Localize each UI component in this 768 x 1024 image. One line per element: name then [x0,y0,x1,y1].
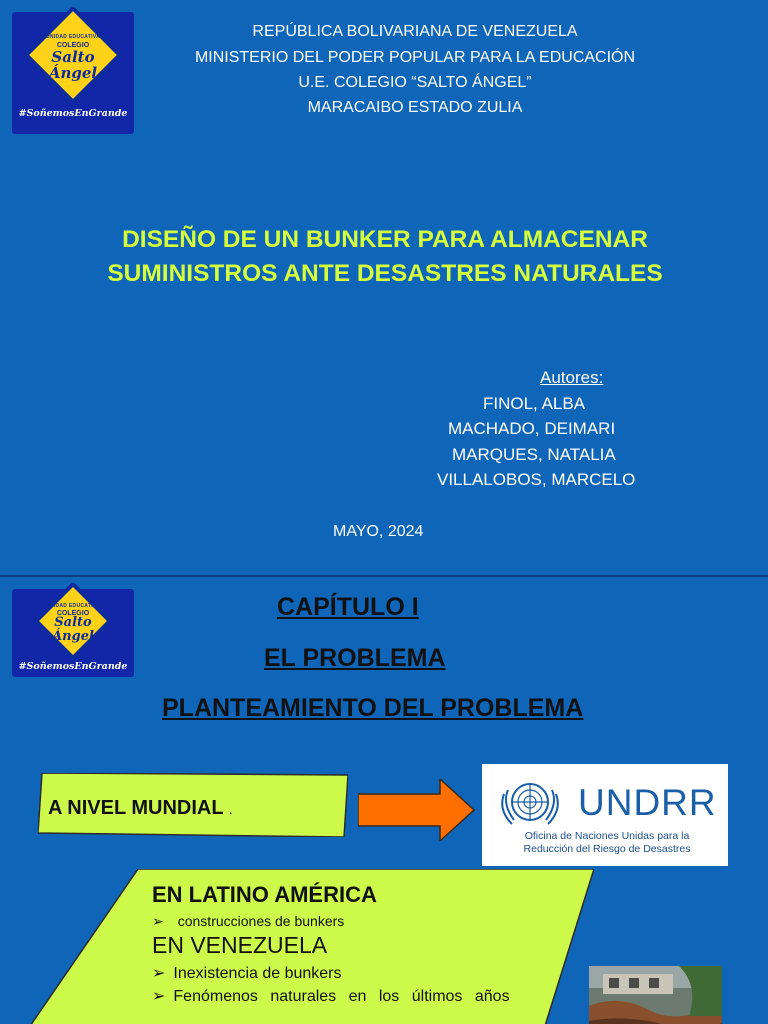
logo-text-line4: Ángel [52,629,94,644]
header-line-4: MARACAIBO ESTADO ZULIA [307,99,523,116]
author-2: MACHADO, DEIMARI [448,419,616,438]
mundial-dot: . [228,801,233,817]
logo-text-line3: Salto [54,615,92,630]
problem-slide [0,577,768,1024]
bullet-arrow-icon: ➢ [152,913,164,929]
undrr-subtitle [492,830,722,856]
latam-heading: EN LATINO AMÉRICA [152,882,377,907]
venezuela-heading: EN VENEZUELA [152,932,328,958]
undrr-logo [482,764,728,866]
mundial-label [48,797,233,820]
header-line-2: MINISTERIO DEL PODER POPULAR PARA LA EDUCACIÓN [194,49,636,66]
venezuela-bullet-1 [152,963,342,983]
bunker-photo [589,966,722,1024]
venezuela-bullet-1-text: Inexistencia de bunkers [173,965,342,982]
bullet-arrow-icon: ➢ [152,965,166,982]
mundial-label-text: A NIVEL MUNDIAL [48,797,224,819]
logo-text-line1: UNIDAD EDUCATIVA [45,603,101,609]
latam-bullet-1-text: construcciones de bunkers [177,913,345,929]
author-1: FINOL, ALBA [483,394,586,413]
undrr-subtitle-line2: Reducción del Riesgo de Desastres [523,843,691,855]
project-title-line-1: DISEÑO DE UN BUNKER PARA ALMACENAR [122,226,648,253]
section-heading: PLANTEAMIENTO DEL PROBLEMA [162,694,584,722]
problem-heading: EL PROBLEMA [264,644,446,672]
date: MAYO, 2024 [333,523,424,540]
school-logo [12,589,134,677]
bullet-arrow-icon: ➢ [152,988,166,1005]
latam-bullet-1 [152,913,344,930]
project-title-line-2: SUMINISTROS ANTE DESASTRES NATURALES [107,260,663,287]
un-emblem-icon [494,774,566,832]
header-line-1: REPÚBLICA BOLIVARIANA DE VENEZUELA [252,23,578,40]
logo-hashtag: #SoñemosEnGrande [18,661,128,672]
author-3: MARQUES, NATALIA [452,445,616,464]
logo-text-line1: UNIDAD EDUCATIVA [45,34,101,40]
venezuela-bullet-2 [152,987,516,1007]
bunker-photo-image [589,966,722,1024]
logo-text-line2: COLEGIO [56,42,90,49]
logo-hashtag: #SoñemosEnGrande [18,108,128,119]
arrow-right-icon [358,779,476,841]
venezuela-bullet-2-text: Fenómenos naturales en los últimos años [173,988,510,1005]
logo-text-line4: Ángel [48,64,98,82]
chapter-heading: CAPÍTULO I [277,593,419,621]
author-4: VILLALOBOS, MARCELO [437,470,636,489]
authors-label: Autores: [540,368,604,387]
undrr-abbr: UNDRR [578,782,717,823]
header-line-3: U.E. COLEGIO “SALTO ÁNGEL” [298,74,532,91]
logo-text-line3: Salto [51,48,95,66]
undrr-subtitle-line1: Oficina de Naciones Unidas para la [524,830,690,842]
logo-text-line2: COLEGIO [56,610,90,617]
